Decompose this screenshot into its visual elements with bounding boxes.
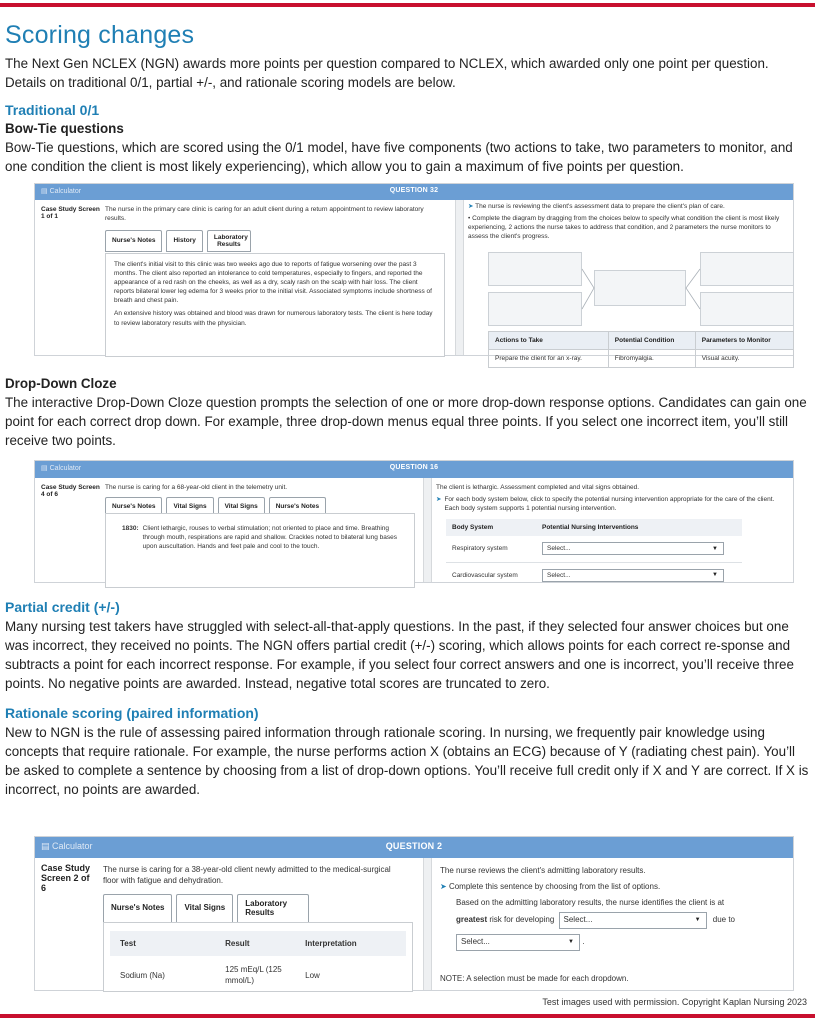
pane-splitter[interactable] [455,200,464,355]
rationale-select[interactable]: Select... ▼ [456,934,580,951]
tab-vital-signs[interactable]: Vital Signs [166,497,213,516]
dropdown-section [5,375,810,450]
tab-nurses-notes-active[interactable]: Nurse's Notes [269,497,326,516]
question-pane [432,478,793,582]
arrow-icon: ➤ [440,882,447,891]
question-prompt: The client is lethargic. Assessment completed and vital signs obtained. [436,484,640,491]
dropdown-cloze-text: The interactive Drop-Down Cloze question prompts the selection of one or more drop-down response options. Candidates can gain one point for each correct drop down. For example, three drop-down menus equal three points. If you select one incorrect item, you’ll still receive two points. [5,395,807,448]
note-paragraph-1: The client's initial visit to this clinic was two weeks ago due to reports of fatigue worsening over the past 3 months. The client also reported an intolerance to cold temperatures, especially to fingers, and reported the appearance of a red rash on the cheeks, as well as a dry, scaly rash on the scalp with hair loss. The client reports bilateral lower leg edema for 3 weeks prior to the initial visit. Associated symptoms include shortness of breath and chest pain. [114,261,432,305]
question-number: QUESTION 32 [389,187,439,194]
dropdown-cloze-screenshot [34,460,794,583]
question-instruction: • Complete the diagram by dragging from the choices below to specify what condition the client is most likely experiencing, 2 actions the nurse takes to address that condition, and 2 parameters the nurse monitors to assess the client's progress. [468,215,780,240]
question-number: QUESTION 16 [389,464,439,471]
sentence-bold-word: greatest [456,915,488,924]
option-condition[interactable]: Fibromyalgia. [608,350,695,368]
top-rule [0,3,815,7]
case-study-label: Case Study Screen 2 of 6 [41,863,91,893]
lab-test-interpretation: Low [305,970,320,980]
tab-laboratory-results[interactable]: Laboratory Results [237,894,309,924]
condition-header: Potential Condition [608,332,695,350]
section-traditional-heading: Traditional 0/1 [5,102,100,118]
partial-credit-section [5,598,810,799]
case-stem: The nurse is caring for a 38-year-old client newly admitted to the medical-surgical floor with fatigue and dehydration. [103,865,391,885]
pane-splitter[interactable] [423,478,432,582]
tab-nurses-notes[interactable]: Nurse's Notes [105,497,162,516]
dropdown-table [446,519,742,588]
nurses-notes-pane [105,513,415,588]
option-action[interactable]: Prepare the client for an x-ray. [489,350,609,368]
partial-credit-text: Many nursing test takers have struggled with select-all-that-apply questions. In the past, if they selected four answer choices but one was incorrect, they received no points. The NGN offers partial credit (+/-) scoring, which allows points for each correct re-sponse and subtracts a point for each incorrect response. For example, if you select four correct answers and one is incorrect, you’ll receive three points. No negative points are awarded. Instead, negative total scores are truncated to zero. [5,619,794,691]
note-entry [116,524,404,551]
bowtie-text: Bow-Tie questions, which are scored using the 0/1 model, have five components (two actions to take, two parameters to monitor, and one condition the client is most likely experiencing), which allow you to gain a maximum of five points per question. [5,140,793,174]
question-instruction: ➤ For each body system below, click to specify the potential nursing intervention appropriate for the care of the client. Each body system supports 1 potential nursing intervention. [436,496,775,512]
lab-header-test: Test [120,939,136,948]
page-title: Scoring changes [5,21,195,49]
lab-header-interpretation: Interpretation [305,939,357,948]
case-stem: The nurse in the primary care clinic is caring for an adult client during a return appointment to review laboratory results. [105,206,424,222]
dropdown-cloze-heading: Drop-Down Cloze [5,376,117,391]
arrow-icon: ➤ [468,203,474,210]
sentence-period: . [582,937,585,946]
lab-header-result: Result [225,939,250,948]
cloze-sentence-line-1: Based on the admitting laboratory results, the nurse identifies the client is at [456,898,725,907]
page-content [5,20,810,176]
chevron-down-icon: ▼ [568,939,574,946]
bowtie-heading: Bow-Tie questions [5,121,124,136]
tab-laboratory-results[interactable]: Laboratory Results [207,230,251,252]
question-pane [432,858,793,990]
case-study-pane [35,478,423,582]
row-respiratory-label: Respiratory system [446,536,536,562]
intro-text: The Next Gen NCLEX (NGN) awards more points per question compared to NCLEX, which awarded only one point per question. Details on traditional 0/1, partial +/-, and rationale scoring models are below. [5,56,769,90]
question-prompt: ➤ The nurse is reviewing the client's assessment data to prepare the client's plan of care. [468,203,725,210]
case-stem: The nurse is caring for a 68-year-old client in the telemetry unit. [105,484,288,491]
rationale-text: New to NGN is the rule of assessing paired information through rationale scoring. In nursing, we frequently pair knowledge using concepts that require rationale. For example, the nurse performs action X (obtains an ECG) because of Y (radiating chest pain). You’ll be asked to complete a sentence by choosing from a list of drop-down options. You’ll receive full credit only if X and Y are correct. If X is incorrect, no points are awarded. [5,725,809,797]
lab-results-pane [103,922,413,992]
question-instruction: ➤ Complete this sentence by choosing from the list of options. [440,882,661,891]
option-parameter[interactable]: Visual acuity. [695,350,793,368]
calculator-button[interactable]: ▤ Calculator [41,465,82,472]
actions-header: Actions to Take [489,332,609,350]
question-toolbar [35,837,793,858]
case-tabs [103,894,309,924]
case-study-label: Case Study Screen 4 of 6 [41,484,100,499]
calculator-button[interactable]: ▤ Calculator [41,841,93,851]
dropdown-note: NOTE: A selection must be made for each dropdown. [440,974,629,983]
tab-vital-signs[interactable]: Vital Signs [176,894,233,924]
question-toolbar [35,184,793,200]
tab-nurses-notes[interactable]: Nurse's Notes [103,894,172,924]
condition-select[interactable]: Select... ▼ [559,912,707,929]
row-cardiovascular-label: Cardiovascular system [452,571,518,579]
rationale-screenshot [34,836,794,991]
lab-table [110,931,406,995]
due-to-text: due to [712,915,735,924]
tab-nurses-notes[interactable]: Nurse's Notes [105,230,162,252]
question-pane [464,200,793,362]
bottom-rule [0,1014,815,1018]
chevron-down-icon: ▼ [712,572,718,579]
case-study-pane [35,858,423,990]
tab-history[interactable]: History [166,230,202,252]
interventions-header: Potential Nursing Interventions [536,519,742,536]
rationale-heading: Rationale scoring (paired information) [5,705,259,721]
note-paragraph-2: An extensive history was obtained and blood was drawn for numerous laboratory tests. The client is here today to review laboratory results with the physician. [114,310,433,327]
bowtie-connector-lines [464,200,795,350]
tab-vital-signs-2[interactable]: Vital Signs [218,497,265,516]
chevron-down-icon: ▼ [694,917,701,924]
partial-credit-heading: Partial credit (+/-) [5,599,120,615]
question-number: QUESTION 2 [385,841,443,851]
question-toolbar [35,461,793,478]
calculator-button[interactable]: ▤ Calculator [41,188,82,195]
chevron-down-icon: ▼ [712,545,718,552]
lab-test-name: Sodium (Na) [120,970,165,980]
copyright-footer: Test images used with permission. Copyright Kaplan Nursing 2023 [542,997,807,1007]
cardiovascular-select[interactable]: Select... ▼ [542,569,724,582]
bowtie-options-table [488,331,794,368]
parameters-header: Parameters to Monitor [695,332,793,350]
body-system-header: Body System [446,519,536,536]
nurses-notes-pane [105,253,445,357]
case-study-label: Case Study Screen 1 of 1 [41,206,100,221]
pane-splitter[interactable] [423,858,432,990]
sentence-risk-text: risk for developing [489,915,555,924]
note-text: Client lethargic, rouses to verbal stimulation; not oriented to place and time. Breathing through mouth, respirations are rapid and shallow. Crackles noted to bilateral lung bases upon auscultation. Hands and feet pale and cool to the touch. [142,525,397,551]
cloze-sentence-line-2 [456,912,786,929]
arrow-icon: ➤ [436,496,442,503]
case-study-pane [35,200,455,355]
note-time: 1830: [122,525,139,532]
question-prompt: The nurse reviews the client's admitting laboratory results. [440,866,646,875]
lab-test-result: 125 mEq/L (125 mmol/L) [225,965,282,986]
respiratory-select[interactable]: Select... ▼ [542,542,724,555]
case-tabs [105,230,251,252]
bowtie-screenshot [34,183,794,362]
cloze-sentence-line-3 [456,934,786,951]
